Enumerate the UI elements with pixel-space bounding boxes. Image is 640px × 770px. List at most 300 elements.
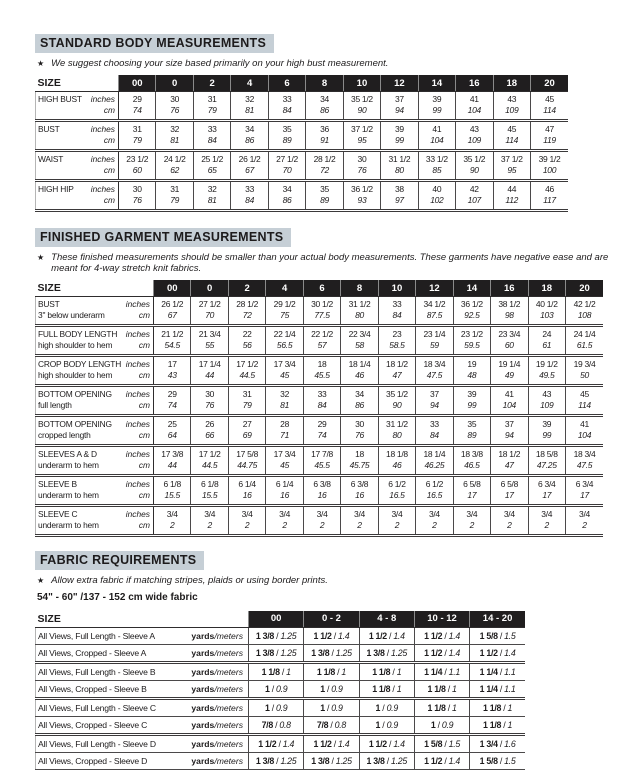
value-yards: 1 3/8 <box>311 755 330 766</box>
value-inches: 17 1/4 <box>198 358 221 369</box>
measurement-value-cell <box>191 445 228 475</box>
value-cm: 55 <box>205 340 215 351</box>
unit-cm-label: cm <box>138 430 150 441</box>
value-inches: 39 <box>467 388 477 399</box>
measurement-row <box>36 445 604 475</box>
value-meters: 1.25 <box>335 755 352 766</box>
value-meters: 1.1 <box>504 683 516 694</box>
fabric-value-cell <box>470 662 525 680</box>
value-yards: 1 1/4 <box>479 666 498 677</box>
value-cm: 81 <box>245 105 255 116</box>
value-inches: 28 1/2 <box>313 153 336 164</box>
measurement-value-cell <box>191 296 228 325</box>
value-cm: 89 <box>467 430 477 441</box>
value-inches: 29 1/2 <box>273 298 296 309</box>
value-inches: 27 1/2 <box>276 153 298 164</box>
value-inches: 43 <box>507 93 517 104</box>
value-cm: 45 <box>280 460 290 471</box>
value-cm: 112 <box>505 195 519 206</box>
value-separator: / <box>442 755 449 766</box>
value-inches: 33 <box>245 183 255 194</box>
value-yards: 1 1/8 <box>372 683 391 694</box>
value-inches: 25 <box>167 418 177 429</box>
unit-inches-label: inches <box>90 153 115 164</box>
measurement-value-cell <box>303 325 340 355</box>
value-inches: 32 <box>170 123 180 134</box>
value-inches: 31 <box>207 93 217 104</box>
value-inches: 29 <box>167 388 177 399</box>
measurement-value-cell <box>491 445 528 475</box>
value-cm: 49 <box>504 370 514 381</box>
measurement-value-cell <box>119 91 156 120</box>
fabric-view-label: All Views, Full Length - Sleeve D <box>36 734 186 752</box>
value-cm: 2 <box>357 520 362 531</box>
size-header-cell: 14 <box>418 75 455 91</box>
value-inches: 17 1/2 <box>236 358 259 369</box>
measurement-row <box>36 180 569 210</box>
value-cm: 16 <box>355 490 364 501</box>
value-inches: 17 <box>167 358 177 369</box>
unit-yards-meters-label <box>186 752 249 769</box>
value-cm: 49.5 <box>539 370 555 381</box>
unit-inches-label: inches <box>125 388 150 399</box>
value-cm: 61 <box>542 340 552 351</box>
measurement-value-cell <box>456 150 493 180</box>
value-cm: 86 <box>282 195 292 206</box>
unit-inches-label: inches <box>125 418 150 429</box>
value-separator: / <box>384 647 392 658</box>
measurement-value-cell <box>530 150 568 180</box>
size-header-row <box>36 280 604 296</box>
value-inches: 41 <box>469 93 479 104</box>
value-inches: 17 1/2 <box>198 448 221 459</box>
value-inches: 31 1/2 <box>348 298 371 309</box>
size-header-row <box>36 75 569 91</box>
value-meters: 1.4 <box>338 738 350 749</box>
measurement-value-cell <box>491 505 528 535</box>
value-inches: 6 3/4 <box>538 478 556 489</box>
value-meters: 1.5 <box>504 755 516 766</box>
value-separator: / <box>442 666 449 677</box>
value-cm: 117 <box>543 195 556 206</box>
value-cm: 90 <box>469 165 479 176</box>
measurement-value-cell <box>266 385 303 415</box>
value-cm: 80 <box>355 310 364 321</box>
value-separator: / <box>497 647 505 658</box>
size-column-header: SIZE <box>36 611 249 627</box>
value-inches: 6 3/8 <box>350 478 369 489</box>
measurement-value-cell <box>343 180 380 210</box>
value-separator: / <box>442 647 449 658</box>
measurement-value-cell <box>416 385 453 415</box>
measurement-value-cell <box>303 505 340 535</box>
section-finished-garment <box>35 228 640 537</box>
value-cm: 70 <box>205 310 215 321</box>
measurement-value-cell <box>381 180 418 210</box>
fabric-row <box>36 662 526 680</box>
value-inches: 41 <box>580 418 589 429</box>
value-yards: 1 1/4 <box>424 666 443 677</box>
measurement-value-cell <box>456 91 493 120</box>
value-meters: 1.4 <box>393 630 405 641</box>
fabric-value-cell <box>359 734 414 752</box>
measurement-value-cell <box>266 475 303 505</box>
value-yards: 1 1/2 <box>424 755 443 766</box>
value-inches: 35 1/2 <box>463 153 486 164</box>
size-header-cell: 0 <box>191 280 228 296</box>
value-cm: 43 <box>167 370 177 381</box>
value-inches: 35 1/2 <box>386 388 408 399</box>
value-cm: 2 <box>394 520 400 531</box>
size-header-cell: 00 <box>249 611 304 627</box>
value-separator: / <box>331 630 339 641</box>
value-yards: 1 1/2 <box>313 738 332 749</box>
value-inches: 6 1/4 <box>275 478 294 489</box>
fabric-row <box>36 698 526 716</box>
measurement-value-cell <box>343 120 380 150</box>
value-inches: 23 1/2 <box>460 328 483 339</box>
value-inches: 39 <box>432 93 442 104</box>
value-inches: 31 <box>132 123 142 134</box>
fabric-value-cell <box>414 662 469 680</box>
value-inches: 3/4 <box>466 508 478 519</box>
value-cm: 16 <box>317 490 327 501</box>
fabric-value-cell <box>249 662 304 680</box>
measurement-value-cell <box>530 120 568 150</box>
value-cm: 58 <box>355 340 364 351</box>
measurement-name: CROP BODY LENGTH <box>38 358 122 369</box>
fabric-value-cell <box>249 734 304 752</box>
unit-cm-label: cm <box>138 310 150 321</box>
value-yards: 1 5/8 <box>424 738 443 749</box>
value-cm: 74 <box>132 105 142 116</box>
measurement-value-cell <box>266 505 303 535</box>
size-header-cell: 0 - 2 <box>304 611 359 627</box>
value-cm: 92.5 <box>464 310 480 321</box>
value-cm: 109 <box>505 105 519 116</box>
size-header-cell: 00 <box>154 280 191 296</box>
measurement-value-cell <box>491 355 528 385</box>
measurement-value-cell <box>456 180 493 210</box>
value-inches: 33 <box>207 123 217 134</box>
unit-yards-meters-label <box>186 716 249 734</box>
value-separator: / <box>435 719 442 730</box>
value-inches: 41 <box>432 123 442 134</box>
measurement-value-cell <box>343 91 380 120</box>
fabric-row <box>36 680 526 698</box>
value-meters: 1.25 <box>280 630 297 641</box>
value-cm: 99 <box>394 135 404 146</box>
unit-inches-label: inches <box>125 478 150 489</box>
value-inches: 18 1/4 <box>348 358 371 369</box>
value-cm: 119 <box>543 135 556 146</box>
section-standard-body <box>35 34 640 212</box>
fabric-value-cell <box>414 752 469 769</box>
value-inches: 40 1/2 <box>535 298 558 309</box>
value-cm: 2 <box>244 520 250 531</box>
measurement-value-cell <box>193 91 230 120</box>
value-meters: 1 <box>396 666 402 677</box>
measurement-value-cell <box>528 296 565 325</box>
measurement-row <box>36 91 569 120</box>
size-header-cell: 20 <box>530 75 568 91</box>
measurement-value-cell <box>156 180 193 210</box>
value-inches: 34 <box>282 183 292 194</box>
measurement-value-cell <box>154 385 191 415</box>
value-inches: 38 <box>394 183 404 194</box>
measurement-name: FULL BODY LENGTH <box>38 328 118 339</box>
star-bullet-icon: ★ <box>37 252 45 262</box>
measurement-row <box>36 475 604 505</box>
value-inches: 30 <box>355 418 364 429</box>
unit-yards: yards <box>191 647 215 658</box>
measurement-value-cell <box>530 180 568 210</box>
value-yards: 1 <box>320 702 325 713</box>
value-cm: 17 <box>504 490 514 501</box>
value-yards: 1 <box>375 702 381 713</box>
value-separator: / <box>329 647 336 658</box>
value-cm: 2 <box>507 520 512 531</box>
unit-cm-label: cm <box>138 370 150 381</box>
fabric-value-cell <box>414 734 469 752</box>
size-header-cell: 0 <box>156 75 193 91</box>
value-inches: 39 1/2 <box>538 153 561 164</box>
value-meters: 0.8 <box>334 719 346 730</box>
size-header-cell: 8 <box>341 280 378 296</box>
value-cm: 99 <box>432 105 442 116</box>
measurement-value-cell <box>493 180 530 210</box>
measurement-value-cell <box>528 505 565 535</box>
measurement-value-cell <box>268 180 305 210</box>
value-separator: / <box>279 666 287 677</box>
measurement-value-cell <box>528 325 565 355</box>
measurement-value-cell <box>493 91 530 120</box>
value-inches: 22 1/2 <box>311 328 333 339</box>
value-inches: 17 3/4 <box>273 358 296 369</box>
measurement-row <box>36 385 604 415</box>
measurement-value-cell <box>303 415 340 445</box>
measurement-row <box>36 355 604 385</box>
value-yards: 1 3/8 <box>255 755 274 766</box>
measurement-value-cell <box>565 355 603 385</box>
measurement-value-cell <box>268 91 305 120</box>
value-cm: 85 <box>432 165 442 176</box>
measurement-name: BOTTOM OPENING <box>38 418 112 429</box>
value-meters: 1.25 <box>391 647 407 658</box>
value-separator: / <box>501 719 508 730</box>
value-cm: 15.5 <box>164 490 180 501</box>
value-meters: 0.9 <box>331 702 343 713</box>
value-cm: 81 <box>170 135 180 146</box>
value-inches: 31 1/2 <box>388 153 411 164</box>
value-separator: / <box>334 666 342 677</box>
value-inches: 3/4 <box>579 508 590 519</box>
value-cm: 109 <box>540 400 554 411</box>
value-inches: 32 <box>280 388 290 399</box>
value-meters: 0.9 <box>275 683 288 694</box>
value-cm: 44 <box>205 370 215 381</box>
measurement-name: WAIST <box>38 153 64 164</box>
size-header-cell: 10 - 12 <box>414 611 469 627</box>
measurement-label-cell <box>36 445 154 475</box>
measurement-value-cell <box>119 150 156 180</box>
section-title-fabric-requirements: FABRIC REQUIREMENTS <box>35 551 204 570</box>
unit-meters: /meters <box>214 647 243 658</box>
value-cm: 44.75 <box>237 460 258 471</box>
value-meters: 1.25 <box>391 755 407 766</box>
value-inches: 18 3/8 <box>460 448 483 459</box>
value-inches: 37 <box>429 388 439 399</box>
measurement-value-cell <box>530 91 568 120</box>
value-inches: 17 7/8 <box>311 448 333 459</box>
value-inches: 29 <box>317 418 327 429</box>
size-header-cell: 2 <box>193 75 230 91</box>
value-inches: 34 <box>320 93 329 104</box>
value-yards: 1 5/8 <box>479 755 498 766</box>
unit-cm-label: cm <box>138 460 150 471</box>
value-inches: 45 <box>507 123 517 134</box>
measurement-label-cell <box>36 180 119 210</box>
fabric-value-cell <box>470 680 525 698</box>
value-inches: 6 1/4 <box>238 478 256 489</box>
measurement-value-cell <box>306 150 343 180</box>
measurement-value-cell <box>228 475 265 505</box>
fabric-value-cell <box>304 716 359 734</box>
value-cm: 65 <box>207 165 217 176</box>
value-cm: 89 <box>282 135 292 146</box>
value-inches: 3/4 <box>541 508 553 519</box>
unit-cm-label: cm <box>138 340 150 351</box>
fabric-value-cell <box>414 716 469 734</box>
value-inches: 28 <box>280 418 290 429</box>
measurement-value-cell <box>453 355 490 385</box>
value-cm: 67 <box>245 165 255 176</box>
value-meters: 1.4 <box>282 738 295 749</box>
value-cm: 72 <box>242 310 252 321</box>
value-inches: 32 <box>207 183 217 194</box>
fabric-value-cell <box>470 644 525 662</box>
value-inches: 3/4 <box>391 508 403 519</box>
unit-yards-meters-label <box>186 644 249 662</box>
fabric-value-cell <box>249 698 304 716</box>
value-cm: 104 <box>502 400 516 411</box>
fabric-value-cell <box>249 644 304 662</box>
fabric-value-cell <box>414 680 469 698</box>
measurement-value-cell <box>565 475 603 505</box>
measurement-name: SLEEVE B <box>38 478 77 489</box>
value-yards: 1 <box>264 683 270 694</box>
value-meters: 1.5 <box>448 738 460 749</box>
measurement-value-cell <box>453 475 490 505</box>
value-inches: 33 <box>317 388 327 399</box>
measurement-value-cell <box>491 296 528 325</box>
value-cm: 95 <box>357 135 367 146</box>
value-cm: 100 <box>542 165 557 176</box>
measurement-label-cell <box>36 415 154 445</box>
value-yards: 1 1/2 <box>368 738 387 749</box>
value-cm: 2 <box>207 520 212 531</box>
measurement-name: SLEEVE C <box>38 508 78 519</box>
value-cm: 81 <box>280 400 290 411</box>
fabric-value-cell <box>249 752 304 769</box>
value-inches: 17 3/8 <box>161 448 184 459</box>
value-cm: 45.5 <box>314 370 330 381</box>
measurement-value-cell <box>378 505 415 535</box>
value-separator: / <box>445 702 452 713</box>
value-yards: 1 <box>264 702 270 713</box>
measurement-value-cell <box>416 475 453 505</box>
measurement-value-cell <box>303 385 340 415</box>
measurement-value-cell <box>231 91 268 120</box>
measurement-value-cell <box>191 385 228 415</box>
value-cm: 70 <box>282 165 292 176</box>
measurement-value-cell <box>303 296 340 325</box>
value-inches: 45 <box>580 388 589 399</box>
measurement-value-cell <box>418 150 455 180</box>
value-cm: 16 <box>280 490 290 501</box>
measurement-value-cell <box>491 385 528 415</box>
measurement-value-cell <box>416 445 453 475</box>
measurement-value-cell <box>416 296 453 325</box>
value-inches: 24 1/2 <box>163 153 186 164</box>
value-yards: 1 1/4 <box>479 683 498 694</box>
fabric-value-cell <box>359 662 414 680</box>
value-cm: 62 <box>170 165 180 176</box>
value-cm: 67 <box>167 310 177 321</box>
measurement-value-cell <box>228 445 265 475</box>
value-inches: 26 <box>205 418 215 429</box>
value-inches: 33 <box>392 298 402 309</box>
fabric-value-cell <box>359 627 414 644</box>
value-inches: 43 <box>469 123 479 134</box>
value-inches: 18 <box>317 358 327 369</box>
value-inches: 30 <box>357 153 367 164</box>
value-inches: 37 <box>394 93 404 104</box>
unit-inches-label: inches <box>125 298 150 309</box>
measurement-value-cell <box>416 415 453 445</box>
value-inches: 35 <box>320 183 329 194</box>
value-inches: 33 <box>429 418 439 429</box>
value-separator: / <box>501 702 508 713</box>
measurement-value-cell <box>453 385 490 415</box>
standard-body-table <box>35 75 568 212</box>
unit-yards: yards <box>191 666 215 677</box>
measurement-row <box>36 505 604 535</box>
value-meters: 1.4 <box>338 630 350 641</box>
measurement-value-cell <box>453 415 490 445</box>
size-header-cell: 16 <box>491 280 528 296</box>
measurement-value-cell <box>528 415 565 445</box>
size-header-cell: 18 <box>528 280 565 296</box>
value-cm: 80 <box>392 430 402 441</box>
value-separator: / <box>497 738 505 749</box>
measurement-value-cell <box>378 325 415 355</box>
note-text: These finished measurements should be smaller than your actual body measurements. These garments have negative ease and are meant for 4-way stretch knit fabrics. <box>51 251 609 275</box>
value-yards: 7/8 <box>261 719 273 730</box>
value-cm: 107 <box>467 195 481 206</box>
fabric-value-cell <box>249 680 304 698</box>
measurement-value-cell <box>528 445 565 475</box>
value-yards: 1 1/8 <box>427 702 446 713</box>
measurement-row <box>36 150 569 180</box>
value-cm: 86 <box>245 135 255 146</box>
value-cm: 98 <box>504 310 514 321</box>
fabric-view-label: All Views, Cropped - Sleeve A <box>36 644 186 662</box>
measurement-value-cell <box>528 355 565 385</box>
unit-meters: /meters <box>214 719 243 730</box>
value-cm: 94 <box>394 105 404 116</box>
value-separator: / <box>331 738 339 749</box>
